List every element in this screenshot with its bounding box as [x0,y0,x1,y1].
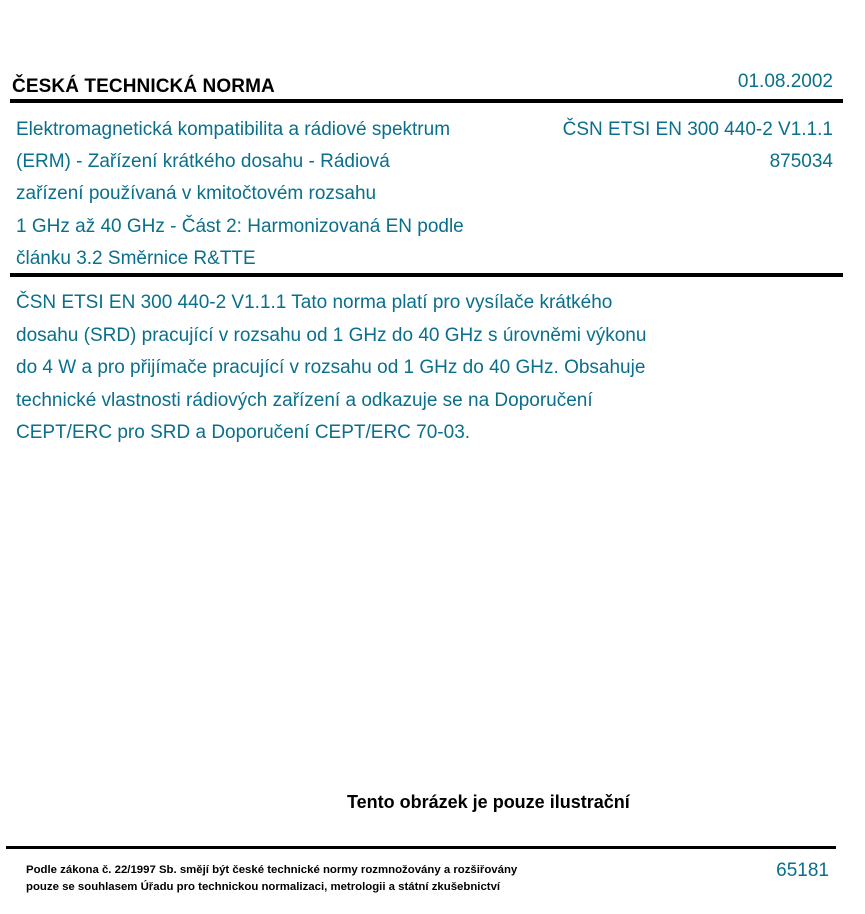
abstract-line: do 4 W a pro přijímače pracující v rozsahu od 1 GHz do 40 GHz. Obsahuje [16,357,646,379]
legal-notice-line: pouze se souhlasem Úřadu pro technickou normalizaci, metrologii a státní zkušebnictví [26,880,501,893]
title-divider [10,273,843,277]
document-type-heading: ČESKÁ TECHNICKÁ NORMA [12,76,275,97]
standard-abstract [16,287,746,450]
legal-notice [26,862,517,895]
standard-identifiers [563,114,833,178]
legal-notice-line: Podle zákona č. 22/1997 Sb. smějí být české technické normy rozmnožovány a rozšiřovány [26,864,518,876]
publication-date: 01.08.2002 [737,71,833,92]
header-divider [10,99,843,103]
standard-designation: ČSN ETSI EN 300 440-2 V1.1.1 [562,119,833,140]
standard-title [16,114,526,275]
standard-title-line: 1 GHz až 40 GHz - Část 2: Harmonizovaná EN podle [16,215,464,237]
abstract-line: ČSN ETSI EN 300 440-2 V1.1.1 Tato norma platí pro vysílače krátkého [16,292,613,313]
abstract-line: technické vlastnosti rádiových zařízení a odkazuje se na Doporučení [16,389,593,411]
abstract-line: dosahu (SRD) pracující v rozsahu od 1 GHz do 40 GHz s úrovněmi výkonu [16,324,647,346]
standard-title-line: zařízení používaná v kmitočtovém rozsahu [16,183,377,205]
footer-divider [6,846,836,849]
standard-title-line: článku 3.2 Směrnice R&TTE [16,247,256,269]
illustrative-notice: Tento obrázek je pouze ilustrační [347,792,630,812]
standard-title-line: (ERM) - Zařízení krátkého dosahu - Rádiová [16,151,390,173]
abstract-line: CEPT/ERC pro SRD a Doporučení CEPT/ERC 70-03. [16,422,471,444]
document-code: 65181 [776,860,829,881]
standard-title-line: Elektromagnetická kompatibilita a rádiové spektrum [16,119,451,140]
catalog-number: 875034 [769,151,833,173]
